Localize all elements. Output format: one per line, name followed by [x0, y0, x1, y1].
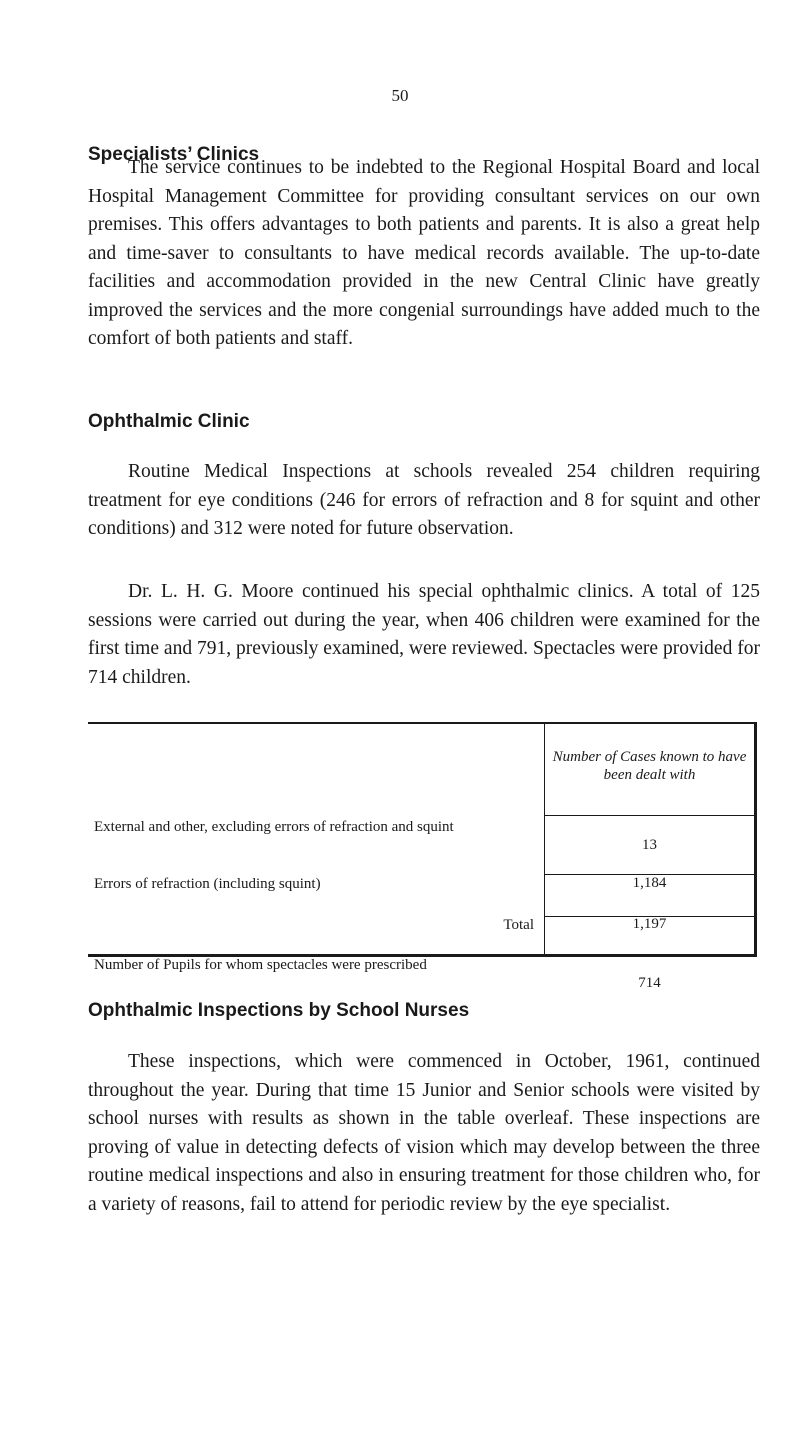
table-header-rule [544, 815, 754, 816]
table-total-label: Total [503, 917, 534, 933]
table-row-label: Number of Pupils for whom spectacles were prescribed [94, 957, 427, 973]
table-total-value: 1,197 [632, 916, 667, 932]
page-number: 50 [391, 86, 409, 105]
table-row-value: 13 [642, 837, 657, 853]
table-row-value: 1,184 [632, 875, 667, 891]
table-row-value: 714 [638, 975, 661, 991]
specialists-heading: Specialists’ Clinics [88, 144, 260, 165]
table-row-label: Errors of refraction (including squint) [94, 876, 321, 892]
table-column-header: Number of Cases known to have been dealt with [552, 749, 747, 783]
table-row-label: External and other, excluding errors of refraction and squint [94, 819, 454, 835]
nurse-inspections-heading: Ophthalmic Inspections by School Nurses [88, 1000, 470, 1021]
specialists-paragraph: The service continues to be indebted to the Regional Hospital Board and local Hospital Management Committee for providing consultant services on our own premises. This offers advantages to both patients and parents. It is also a great help and time-saver to consultants to have medical records available. The up-to-date facilities and accommodation provided in the new Central Clinic have greatly improved the services and the more congenial surroundings have added much to the comfort of both patients and staff. [88, 157, 760, 349]
nurse-inspections-paragraph: These inspections, which were commenced in October, 1961, continued throughout the year. During that time 15 Junior and Senior schools were visited by school nurses with results as shown in the table overleaf. These inspections are proving of value in detecting defects of vision which may develop between the three routine medical inspections and also in ensuring treatment for those children who, for a variety of reasons, fail to attend for periodic review by the eye specialist. [88, 1051, 760, 1215]
ophthalmic-paragraph-1: Routine Medical Inspections at schools revealed 254 children requiring treatment for eye conditions (246 for errors of refraction and 8 for squint and other conditions) and 312 were noted for future observation. [88, 461, 760, 539]
ophthalmic-clinic-heading: Ophthalmic Clinic [88, 411, 250, 432]
ophthalmic-paragraph-2: Dr. L. H. G. Moore continued his special ophthalmic clinics. A total of 125 sessions were carried out during the year, when 406 children were examined for the first time and 791, previously examined, were reviewed. Spectacles were provided for 714 children. [88, 581, 760, 688]
ophthalmic-cases-table [88, 722, 757, 991]
